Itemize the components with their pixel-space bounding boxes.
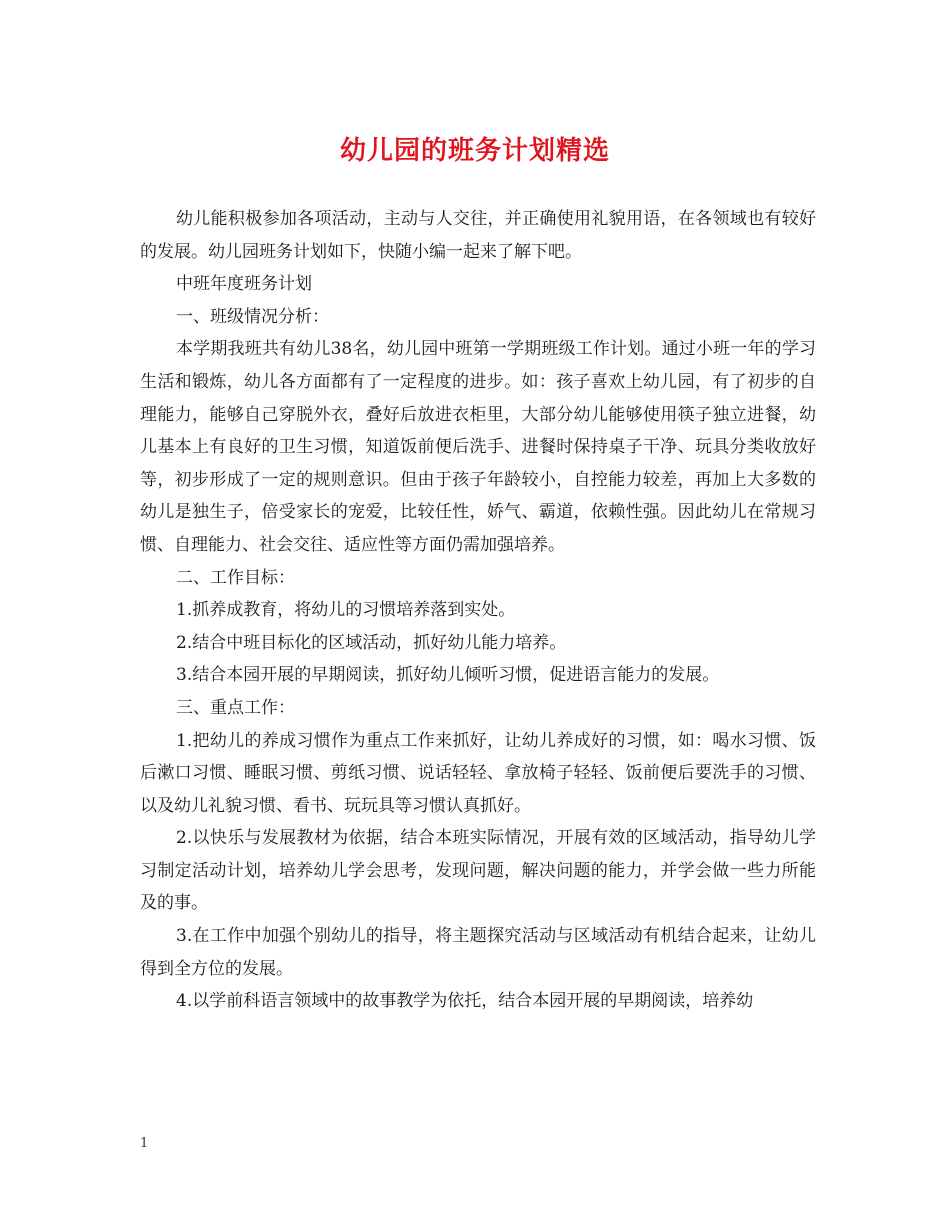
key-work-item-1: 1.把幼儿的养成习惯作为重点工作来抓好，让幼儿养成好的习惯，如：喝水习惯、饭后漱口习惯、睡眠习惯、剪纸习惯、说话轻轻、拿放椅子轻轻、饭前便后要洗手的习惯、以及幼儿礼貌习惯、看书、玩玩具等习惯认真抓好。 — [140, 730, 816, 816]
section-heading-goals: 二、工作目标： — [176, 567, 295, 588]
key-work-item-3: 3.在工作中加强个别幼儿的指导，将主题探究活动与区域活动有机结合起来，让幼儿得到全方位的发展。 — [140, 926, 816, 979]
goal-item-1: 1.抓养成教育，将幼儿的习惯培养落到实处。 — [176, 600, 516, 621]
document-title: 幼儿园的班务计划精选 — [339, 136, 610, 166]
key-work-item-2: 2.以快乐与发展教材为依据，结合本班实际情况，开展有效的区域活动，指导幼儿学习制定活动计划，培养幼儿学会思考，发现问题，解决问题的能力，并学会做一些力所能及的事。 — [140, 828, 816, 914]
goal-item-2: 2.结合中班目标化的区域活动，抓好幼儿能力培养。 — [176, 632, 567, 653]
intro-paragraph: 幼儿能积极参加各项活动，主动与人交往，并正确使用礼貌用语，在各领域也有较好的发展。幼儿园班务计划如下，快随小编一起来了解下吧。 — [140, 209, 816, 262]
page-number: 1 — [140, 1136, 149, 1151]
document-body — [140, 203, 816, 1018]
key-work-item-4: 4.以学前科语言领域中的故事教学为依托，结合本园开展的早期阅读，培养幼 — [176, 991, 754, 1012]
section-heading-key-work: 三、重点工作： — [176, 697, 295, 718]
section-heading-plan: 中班年度班务计划 — [176, 274, 312, 295]
section-heading-class-analysis: 一、班级情况分析： — [176, 306, 329, 327]
class-analysis-paragraph: 本学期我班共有幼儿38名，幼儿园中班第一学期班级工作计划。通过小班一年的学习生活和锻炼，幼儿各方面都有了一定程度的进步。如：孩子喜欢上幼儿园，有了初步的自理能力，能够自己穿脱外衣，叠好后放进衣柜里，大部分幼儿能够使用筷子独立进餐，幼儿基本上有良好的卫生习惯，知道饭前便后洗手、进餐时保持桌子干净、玩具分类收放好等，初步形成了一定的规则意识。但由于孩子年龄较小，自控能力较差，再加上大多数的幼儿是独生子，倍受家长的宠爱，比较任性，娇气、霸道，依赖性强。因此幼儿在常规习惯、自理能力、社会交往、适应性等方面仍需加强培养。 — [140, 339, 816, 555]
goal-item-3: 3.结合本园开展的早期阅读，抓好幼儿倾听习惯，促进语言能力的发展。 — [176, 665, 720, 686]
